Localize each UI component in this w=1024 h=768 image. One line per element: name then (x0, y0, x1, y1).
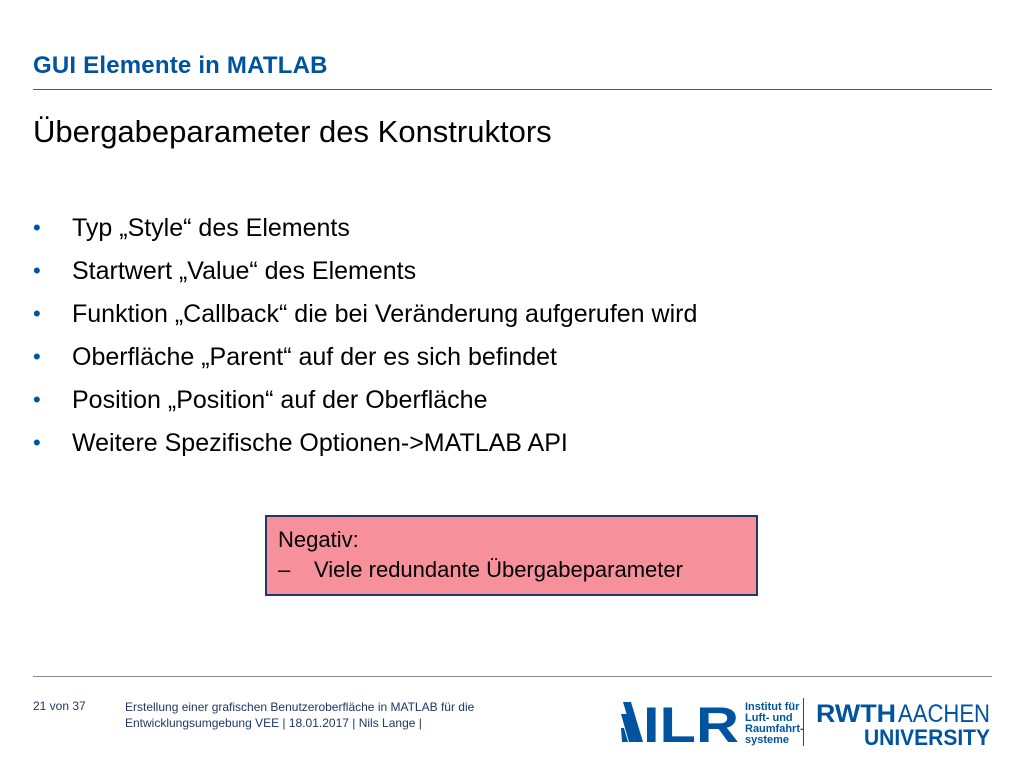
list-item-text: Weitere Spezifische Optionen->MATLAB API (72, 429, 568, 457)
bullet-icon: • (33, 215, 41, 240)
list-item (33, 380, 697, 423)
note-item-text: Viele redundante Übergabeparameter (314, 557, 683, 582)
note-item (278, 557, 683, 583)
footer-line-2: Entwicklungsumgebung VEE | 18.01.2017 | Nils Lange | (125, 716, 422, 730)
ilr-logo (621, 697, 804, 753)
negative-note-box (265, 515, 758, 596)
ilr-line-3: Raumfahrt- (745, 723, 804, 735)
list-item-text: Funktion „Callback“ die bei Veränderung aufgerufen wird (72, 300, 698, 328)
rwth-mark: RWTH (816, 700, 896, 728)
ilr-line-2: Luft- und (745, 712, 793, 724)
bullet-icon: • (33, 301, 41, 326)
rwth-logo (816, 698, 992, 750)
logo-divider (803, 698, 804, 746)
ilr-line-1: Institut für (745, 701, 800, 713)
section-title: GUI Elemente in MATLAB (33, 52, 328, 79)
list-item-text: Startwert „Value“ des Elements (72, 257, 417, 285)
header-divider (33, 89, 992, 90)
footer-info (125, 699, 474, 731)
footer-line-1: Erstellung einer grafischen Benutzeroberfläche in MATLAB für die (125, 700, 475, 714)
list-item (33, 423, 697, 466)
bullet-icon: • (33, 387, 41, 412)
page-number: 21 von 37 (33, 699, 86, 713)
note-title: Negativ: (278, 527, 359, 552)
list-item (33, 337, 697, 380)
list-item (33, 208, 697, 251)
list-item-text: Position „Position“ auf der Oberfläche (72, 386, 488, 414)
bullet-icon: • (33, 430, 41, 455)
dash-icon: – (278, 557, 291, 582)
list-item-text: Oberfläche „Parent“ auf der es sich befindet (72, 343, 557, 371)
slide-title: Übergabeparameter des Konstruktors (33, 114, 552, 149)
ilr-line-4: systeme (745, 734, 790, 746)
list-item-text: Typ „Style“ des Elements (72, 214, 350, 242)
bullet-icon: • (33, 258, 41, 283)
ilr-mark: ILR (643, 697, 739, 753)
rwth-university: UNIVERSITY (864, 725, 991, 750)
bullet-list (33, 208, 697, 466)
list-item (33, 251, 697, 294)
bullet-icon: • (33, 344, 41, 369)
footer-divider (33, 676, 992, 677)
ilr-stripes-icon (621, 702, 643, 742)
list-item (33, 294, 697, 337)
rwth-city: AACHEN (898, 700, 990, 728)
